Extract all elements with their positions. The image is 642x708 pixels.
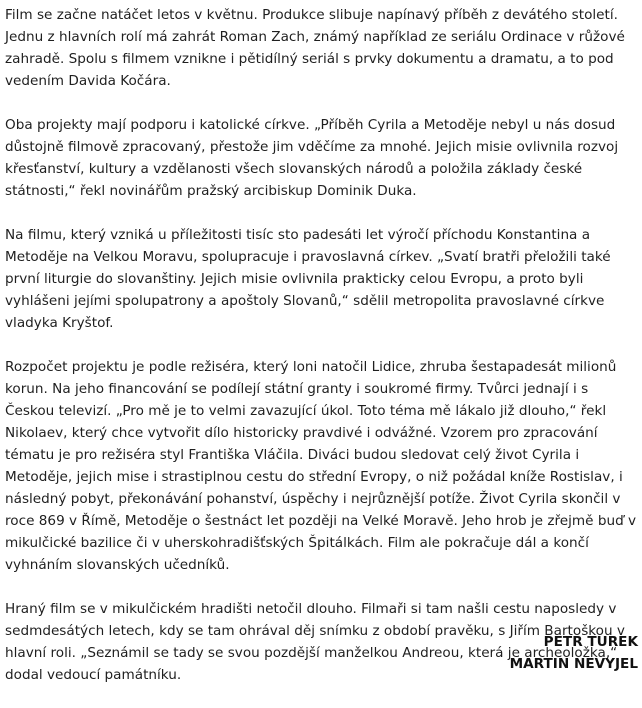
paragraph-2: Oba projekty mají podporu i katolické církve. „Příběh Cyrila a Metoděje nebyl u nás dosud důstojně filmově zpracovaný, přestože jim vděčíme za mnohé. Jejich misie ovlivnila rozvoj křesťanství, kultury a vzdělanosti všech slovanských národů a položila základy české státnosti,“ řekl novinářům pražský arcibiskup Dominik Duka.: [5, 117, 619, 199]
paragraph-4: Rozpočet projektu je podle režiséra, který loni natočil Lidice, zhruba šestapadesát milionů korun. Na jeho financování se podílejí státní granty i soukromé firmy. Tvůrci jednají i s Českou televizí. „Pro mě je to velmi zavazující úkol. Toto téma mě lákalo již dlouho,“ řekl Nikolaev, který chce vytvořit dílo historicky pravdivé i odvážné. Vzorem pro zpracování tématu je pro režiséra styl Františka Vláčila. Diváci budou sledovat celý život Cyrila i Metoděje, jejich mise i strastiplnou cestu do střední Evropy, o niž požádal kníže Rostislav, i následný pobyt, překonávání pohanství, úspěchy i nejrůznější potíže. Život Cyrila skončil v roce 869 v Římě, Metoděje o šestnáct let později na Velké Moravě. Jeho hrob je zřejmě buď v mikulčické bazilice či v uherskohradišťských Špitálkách. Film ale pokračuje dál a končí vyhnáním slovanských učedníků.: [5, 359, 637, 573]
author-name: PETR TUREK: [543, 634, 638, 650]
author-byline: [510, 631, 638, 675]
paragraph-1: Film se začne natáčet letos v květnu. Produkce slibuje napínavý příběh z devátého století. Jednu z hlavních rolí má zahrát Roman Zach, známý například ze seriálu Ordinace v růžové zahradě. Spolu s filmem vznikne i pětidílný seriál s prvky dokumentu a dramatu, a to pod vedením Davida Kočára.: [5, 7, 625, 89]
article-body: [5, 4, 639, 708]
author-name: MARTIN NEVYJEL: [509, 656, 638, 672]
paragraph-3: Na filmu, který vzniká u příležitosti tisíc sto padesáti let výročí příchodu Konstantina a Metoděje na Velkou Moravu, spolupracuje i pravoslavná církev. „Svatí bratři přeložili také první liturgie do slovanštiny. Jejich misie ovlivnila prakticky celou Evropu, a proto byli vyhlášeni jejími spolupatrony a apoštoly Slovanů,“ sdělil metropolita pravoslavné církve vladyka Kryštof.: [5, 227, 611, 331]
paragraph-5: Hraný film se v mikulčickém hradišti netočil dlouho. Filmaři si tam našli cestu naposledy v sedmdesátých letech, kdy se tam ohrával děj snímku z období pravěku, s Jiřím Bartoškou v hlavní roli. „Seznámil se tady se svou pozdější manželkou Andreou, která je archeoložka,“ dodal vedoucí památníku.: [5, 601, 625, 683]
